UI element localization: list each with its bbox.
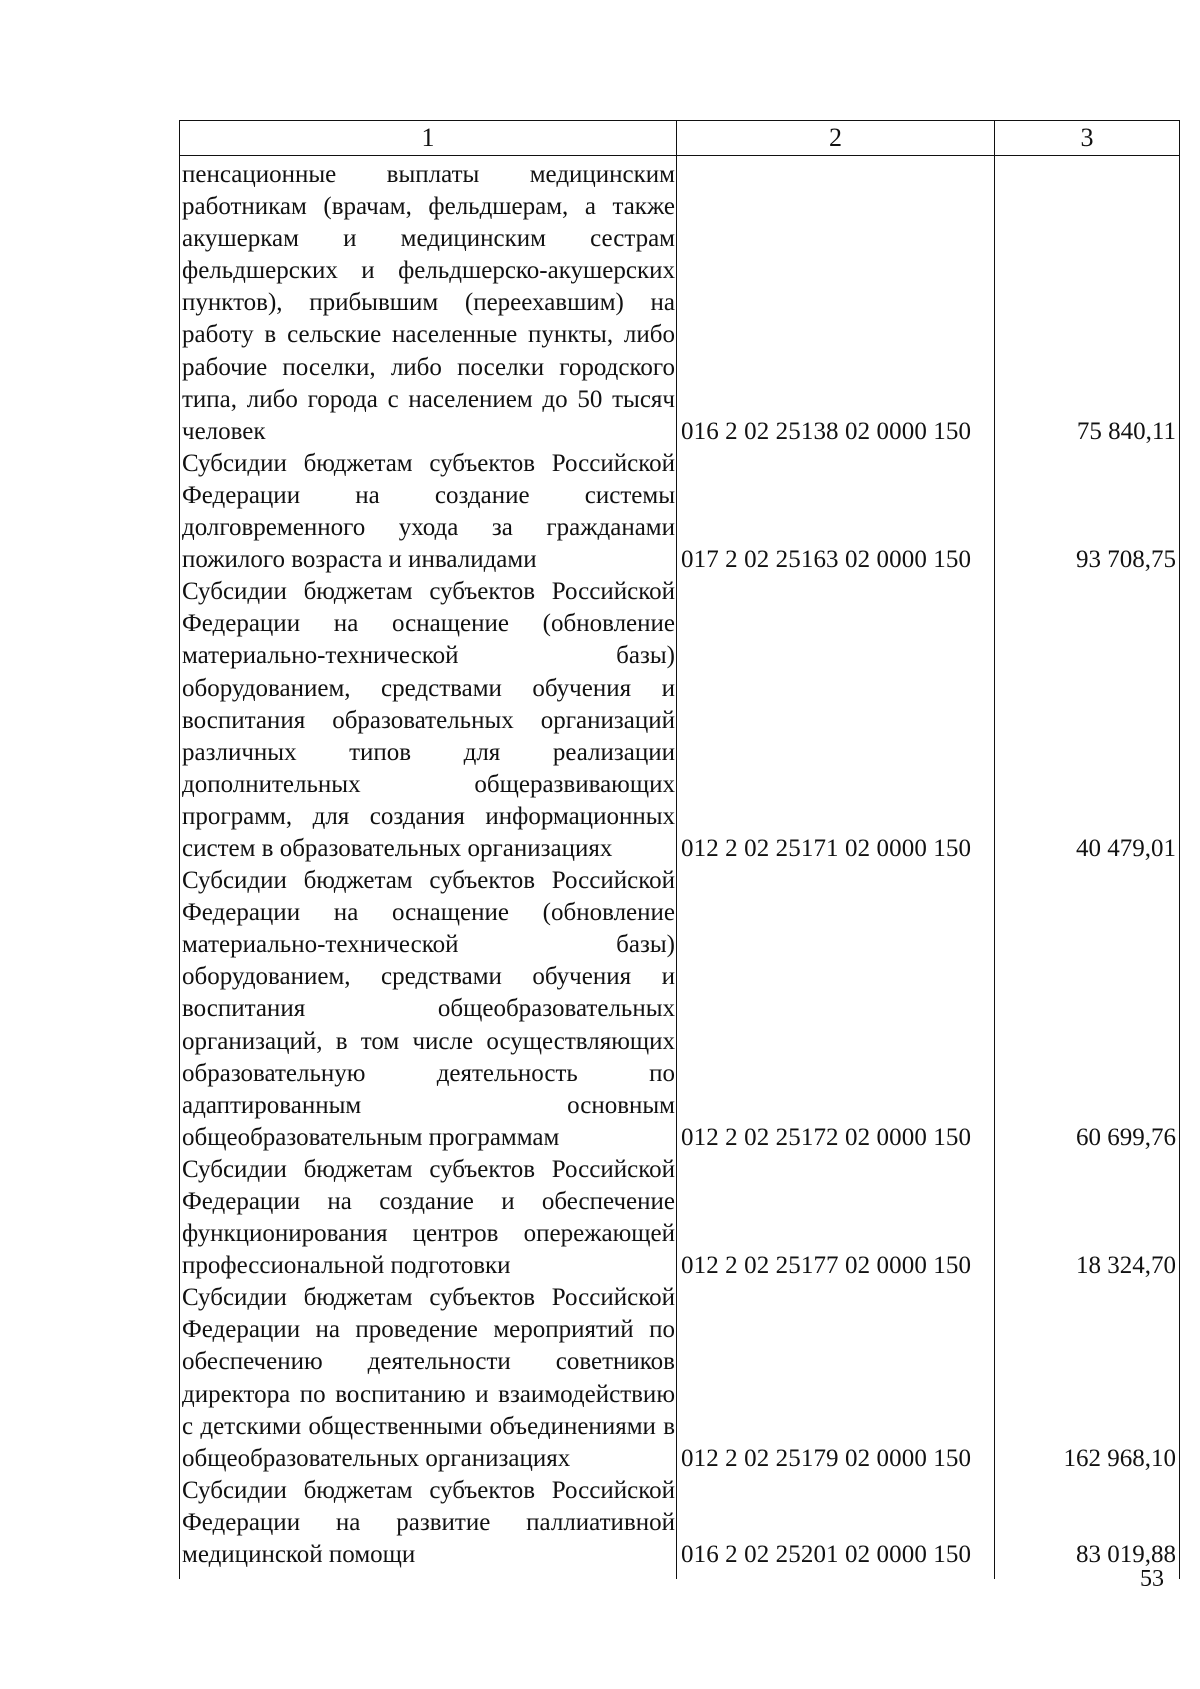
column-header-2: 2 — [677, 121, 995, 156]
row-amount: 40 479,01 — [995, 576, 1180, 865]
row-description: Субсидии бюджетам субъектов Российской Федерации на развитие паллиативной медицинской помощи — [180, 1475, 677, 1579]
row-amount: 83 019,88 — [995, 1475, 1180, 1579]
table-row — [180, 1154, 1180, 1282]
row-amount: 60 699,76 — [995, 865, 1180, 1154]
row-description: пенсационные выплаты медицинским работникам (врачам, фельдшерам, а также акушеркам и медицинским сестрам фельдшерских и фельдшерско-акушерских пунктов), прибывшим (переехавшим) на работу в сельские населенные пункты, либо рабочие поселки, либо поселки городского типа, либо города с населением до 50 тысяч человек — [180, 156, 677, 448]
row-code: 016 2 02 25201 02 0000 150 — [677, 1475, 995, 1579]
row-code: 012 2 02 25177 02 0000 150 — [677, 1154, 995, 1282]
column-header-3: 3 — [995, 121, 1180, 156]
row-code: 017 2 02 25163 02 0000 150 — [677, 448, 995, 576]
table-row — [180, 1475, 1180, 1579]
column-header-1: 1 — [180, 121, 677, 156]
row-description: Субсидии бюджетам субъектов Российской Федерации на создание и обеспечение функционирования центров опережающей профессиональной подготовки — [180, 1154, 677, 1282]
row-amount: 75 840,11 — [995, 156, 1180, 448]
header-row — [180, 121, 1180, 156]
row-code: 012 2 02 25171 02 0000 150 — [677, 576, 995, 865]
row-description: Субсидии бюджетам субъектов Российской Федерации на проведение мероприятий по обеспечению деятельности советников директора по воспитанию и взаимодействию с детскими общественными объединениями в общеобразовательных организациях — [180, 1282, 677, 1475]
table-row — [180, 156, 1180, 448]
table-row — [180, 865, 1180, 1154]
row-code: 012 2 02 25172 02 0000 150 — [677, 865, 995, 1154]
table-row — [180, 448, 1180, 576]
row-code: 016 2 02 25138 02 0000 150 — [677, 156, 995, 448]
table-row — [180, 576, 1180, 865]
row-description: Субсидии бюджетам субъектов Российской Федерации на создание системы долговременного ухода за гражданами пожилого возраста и инвалидами — [180, 448, 677, 576]
page-number: 53 — [1140, 1566, 1164, 1592]
row-description: Субсидии бюджетам субъектов Российской Федерации на оснащение (обновление материально-технической базы) оборудованием, средствами обучения и воспитания образовательных организаций различных типов для реализации дополнительных общеразвивающих программ, для создания информационных систем в образовательных организациях — [180, 576, 677, 865]
row-amount: 18 324,70 — [995, 1154, 1180, 1282]
row-code: 012 2 02 25179 02 0000 150 — [677, 1282, 995, 1475]
row-amount: 162 968,10 — [995, 1282, 1180, 1475]
row-description: Субсидии бюджетам субъектов Российской Федерации на оснащение (обновление материально-технической базы) оборудованием, средствами обучения и воспитания общеобразовательных организаций, в том числе осуществляющих образовательную деятельность по адаптированным основным общеобразовательным программам — [180, 865, 677, 1154]
budget-table — [179, 120, 1180, 1579]
row-amount: 93 708,75 — [995, 448, 1180, 576]
table-row — [180, 1282, 1180, 1475]
